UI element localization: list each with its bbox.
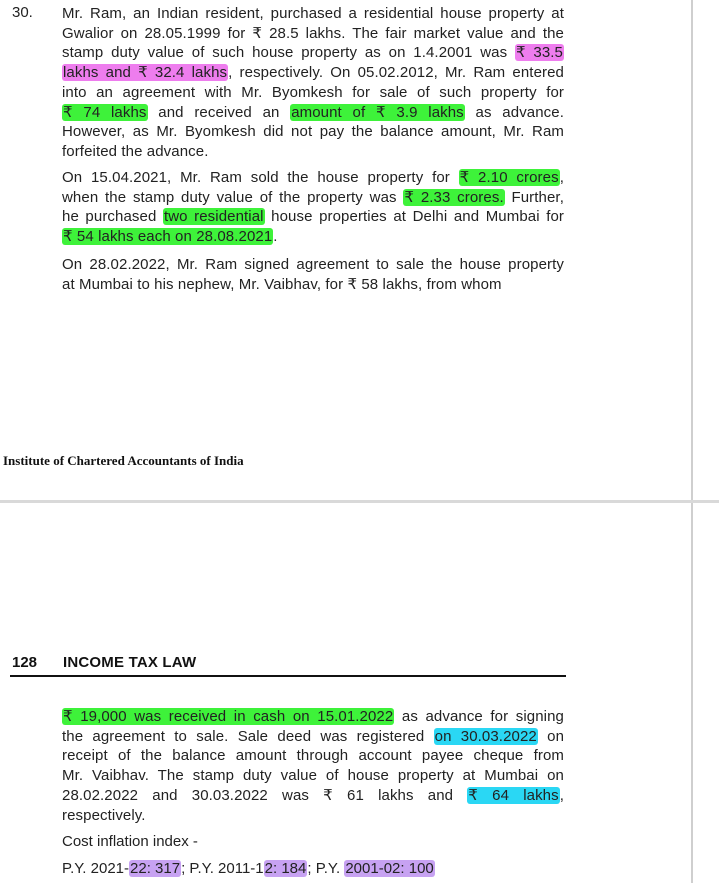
text-run: P.Y. 2021- bbox=[62, 860, 130, 877]
page-edge bbox=[691, 503, 693, 883]
highlight-green: two residential bbox=[163, 208, 264, 226]
text-line bbox=[62, 727, 564, 747]
question-paragraph-2 bbox=[62, 168, 564, 247]
header-rule bbox=[10, 675, 566, 677]
text-run: Mr. Ram, an Indian resident, purchased a residential house property at bbox=[62, 5, 564, 22]
text-line bbox=[62, 24, 564, 44]
text-run: , respectively. On 05.02.2012, Mr. Ram entered bbox=[228, 64, 564, 82]
text-line bbox=[62, 4, 564, 24]
text-run: forfeited the advance. bbox=[62, 142, 209, 160]
highlight-pink: lakhs and ₹ 32.4 lakhs bbox=[63, 64, 228, 82]
text-run: 28.02.2022 and 30.03.2022 was ₹ 61 lakhs and bbox=[62, 786, 468, 804]
text-line bbox=[62, 207, 564, 227]
page-bottom bbox=[0, 503, 719, 883]
highlight-pink: ₹ 33.5 bbox=[515, 44, 563, 62]
continuation-paragraph bbox=[62, 707, 564, 825]
text-line bbox=[62, 786, 564, 806]
text-run: as advance for signing bbox=[394, 708, 564, 725]
question-paragraph-3 bbox=[62, 255, 564, 294]
text-run: he purchased bbox=[62, 208, 163, 226]
highlight-green: ₹ 19,000 was received in cash on 15.01.2022 bbox=[63, 708, 394, 725]
text-run: , bbox=[559, 786, 564, 804]
highlight-purple: 2: 184 bbox=[264, 860, 307, 877]
text-run: receipt of the balance amount through account payee cheque from bbox=[62, 747, 564, 765]
text-line bbox=[62, 168, 564, 188]
text-run: respectively. bbox=[62, 806, 146, 824]
highlight-green: ₹ 54 lakhs each on 28.08.2021 bbox=[63, 228, 273, 246]
text-run: , bbox=[559, 169, 564, 186]
text-run: ; P.Y. 2011-1 bbox=[181, 860, 264, 877]
text-line bbox=[62, 142, 564, 162]
question-paragraph-1 bbox=[62, 4, 564, 162]
cii-label: Cost inflation index - bbox=[62, 833, 198, 850]
text-line bbox=[62, 83, 564, 103]
text-line bbox=[62, 746, 564, 766]
highlight-blue: ₹ 64 lakhs bbox=[468, 786, 559, 804]
highlight-green: ₹ 74 lakhs bbox=[63, 103, 147, 121]
highlight-purple: 22: 317 bbox=[130, 860, 181, 877]
highlight-green: amount of ₹ 3.9 lakhs bbox=[291, 103, 464, 121]
highlight-blue: on 30.03.2022 bbox=[434, 727, 537, 745]
text-run: On 28.02.2022, Mr. Ram signed agreement to sale the house property bbox=[62, 256, 564, 273]
highlight-green: ₹ 2.10 crores bbox=[459, 169, 559, 186]
text-run: into an agreement with Mr. Byomkesh for sale of such property for bbox=[62, 83, 564, 101]
text-run: house properties at Delhi and Mumbai for bbox=[264, 208, 564, 226]
text-line bbox=[62, 122, 564, 142]
cii-values bbox=[62, 860, 435, 877]
text-line bbox=[62, 707, 564, 727]
text-run: as advance. bbox=[464, 103, 564, 121]
text-line bbox=[62, 275, 564, 295]
text-line bbox=[62, 227, 564, 247]
text-line bbox=[62, 103, 564, 123]
text-run: stamp duty value of such house property as on 1.4.2001 was bbox=[62, 44, 515, 62]
page-edge bbox=[691, 0, 693, 500]
text-line bbox=[62, 63, 564, 83]
highlight-green: ₹ 2.33 crores. bbox=[404, 188, 504, 206]
text-line bbox=[62, 188, 564, 208]
text-line bbox=[62, 43, 564, 63]
text-run: However, as Mr. Byomkesh did not pay the balance amount, Mr. Ram bbox=[62, 123, 564, 141]
text-run: On 15.04.2021, Mr. Ram sold the house property for bbox=[62, 169, 459, 186]
text-line bbox=[62, 806, 564, 826]
text-run: Gwalior on 28.05.1999 for ₹ 28.5 lakhs. The fair market value and the bbox=[62, 24, 564, 42]
page-number: 128 bbox=[12, 654, 38, 671]
question-number: 30. bbox=[12, 4, 33, 21]
text-run: the agreement to sale. Sale deed was registered bbox=[62, 727, 434, 745]
page-header-title: INCOME TAX LAW bbox=[63, 654, 197, 671]
text-line bbox=[62, 255, 564, 275]
highlight-purple: 2001-02: 100 bbox=[345, 860, 434, 877]
text-run: on bbox=[537, 727, 565, 745]
text-run: . bbox=[273, 228, 278, 246]
text-run: Mr. Vaibhav. The stamp duty value of house property at Mumbai on bbox=[62, 767, 564, 785]
text-run: at Mumbai to his nephew, Mr. Vaibhav, for ₹ 58 lakhs, from whom bbox=[62, 275, 502, 293]
text-run: Further, bbox=[504, 188, 564, 206]
footer-institute: Institute of Chartered Accountants of India bbox=[3, 453, 244, 468]
text-run: when the stamp duty value of the property was bbox=[62, 188, 404, 206]
text-run: ; P.Y. bbox=[307, 860, 345, 877]
text-line bbox=[62, 766, 564, 786]
text-run: and received an bbox=[147, 103, 291, 121]
